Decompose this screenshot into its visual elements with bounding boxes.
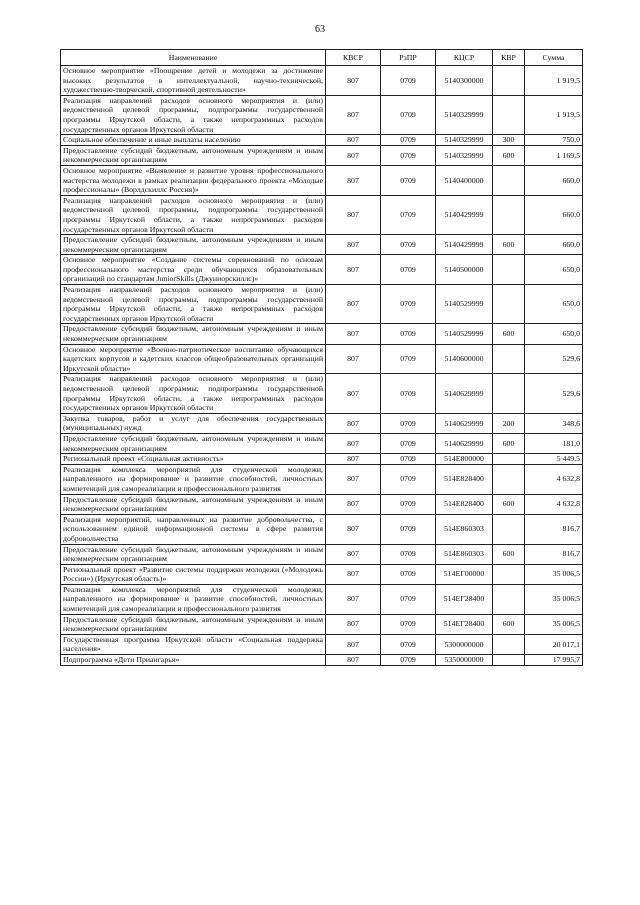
cell-name: Региональный проект «Социальная активность» [61, 454, 326, 465]
cell-rzpr: 0709 [381, 165, 436, 195]
budget-table [60, 49, 583, 666]
cell-kcsr: 5140600000 [436, 344, 493, 374]
table-row [61, 374, 583, 413]
table-row [61, 285, 583, 324]
cell-kvsr: 807 [326, 614, 381, 634]
table-header-row [61, 50, 583, 66]
cell-kvr: 200 [493, 413, 525, 433]
cell-kvsr: 807 [326, 255, 381, 285]
cell-rzpr: 0709 [381, 413, 436, 433]
cell-kvr: 600 [493, 494, 525, 514]
cell-name: Реализация направлений расходов основного мероприятия и (или) ведомственной целевой программы, подпрограммы государственной программы Иркутской области, а также непрограммных расходов государственных органов Иркутской области [61, 95, 326, 134]
cell-rzpr: 0709 [381, 145, 436, 165]
cell-kcsr: 5140329999 [436, 135, 493, 146]
cell-name: Предоставление субсидий бюджетным, автономным учреждениям и иным некоммерческим организациям [61, 433, 326, 453]
cell-name: Реализация мероприятий, направленных на развитие добровольчества, с использованием единой информационной системы в сфере развития добровольчества [61, 514, 326, 544]
cell-rzpr: 0709 [381, 344, 436, 374]
cell-kvsr: 807 [326, 564, 381, 584]
cell-rzpr: 0709 [381, 614, 436, 634]
cell-rzpr: 0709 [381, 544, 436, 564]
cell-name: Реализация направлений расходов основного мероприятия и (или) ведомственной целевой программы, подпрограммы государственной программы Иркутской области, а также непрограммных расходов государственных органов Иркутской области [61, 195, 326, 234]
cell-name: Социальное обеспечение и иные выплаты населению [61, 135, 326, 146]
cell-rzpr: 0709 [381, 324, 436, 344]
cell-sum: 1 169,5 [525, 145, 583, 165]
cell-kcsr: 5140529999 [436, 324, 493, 344]
table-row [61, 235, 583, 255]
cell-kvr: 600 [493, 544, 525, 564]
page-number: 63 [315, 24, 325, 35]
cell-kvr [493, 584, 525, 614]
cell-kvr [493, 514, 525, 544]
cell-kvsr: 807 [326, 135, 381, 146]
cell-rzpr: 0709 [381, 285, 436, 324]
cell-rzpr: 0709 [381, 584, 436, 614]
cell-kcsr: 5140500000 [436, 255, 493, 285]
cell-sum: 4 632,8 [525, 494, 583, 514]
cell-kvr: 600 [493, 614, 525, 634]
cell-kvr [493, 66, 525, 96]
cell-rzpr: 0709 [381, 454, 436, 465]
cell-kvr [493, 285, 525, 324]
cell-kcsr: 5350000000 [436, 655, 493, 666]
cell-kvsr: 807 [326, 494, 381, 514]
cell-sum: 650,0 [525, 324, 583, 344]
cell-name: Государственная программа Иркутской области «Социальная поддержка населения» [61, 634, 326, 654]
cell-sum: 660,0 [525, 165, 583, 195]
cell-kcsr: 514E860303 [436, 514, 493, 544]
table-row [61, 165, 583, 195]
cell-name: Основное мероприятие «Военно-патриотическое воспитание обучающихся кадетских корпусов и кадетских классов общеобразовательных организаций Иркутской области» [61, 344, 326, 374]
cell-kcsr: 514ЕГ00000 [436, 564, 493, 584]
cell-sum: 660,0 [525, 235, 583, 255]
cell-name: Реализация направлений расходов основного мероприятия и (или) ведомственной целевой программы, подпрограммы государственной программы Иркутской области, а также непрограммных расходов государственных органов Иркутской области [61, 285, 326, 324]
table-row [61, 634, 583, 654]
cell-kvsr: 807 [326, 235, 381, 255]
cell-rzpr: 0709 [381, 235, 436, 255]
cell-kvsr: 807 [326, 145, 381, 165]
cell-kvsr: 807 [326, 514, 381, 544]
cell-rzpr: 0709 [381, 655, 436, 666]
table-row [61, 255, 583, 285]
table-row [61, 344, 583, 374]
cell-sum: 750,0 [525, 135, 583, 146]
cell-kvr [493, 634, 525, 654]
cell-rzpr: 0709 [381, 433, 436, 453]
cell-rzpr: 0709 [381, 494, 436, 514]
cell-rzpr: 0709 [381, 634, 436, 654]
table-row [61, 494, 583, 514]
cell-kcsr: 5140629999 [436, 374, 493, 413]
table-row [61, 145, 583, 165]
cell-kvr [493, 95, 525, 134]
cell-kvsr: 807 [326, 324, 381, 344]
cell-kcsr: 514ЕГ28400 [436, 614, 493, 634]
cell-rzpr: 0709 [381, 195, 436, 234]
cell-kvsr: 807 [326, 95, 381, 134]
table-row [61, 454, 583, 465]
cell-sum: 17 995,7 [525, 655, 583, 666]
header-name: Наименование [61, 50, 326, 66]
cell-sum: 35 006,5 [525, 584, 583, 614]
table-row [61, 66, 583, 96]
cell-sum: 5 449,5 [525, 454, 583, 465]
cell-kvr: 600 [493, 324, 525, 344]
cell-name: Предоставление субсидий бюджетным, автономным учреждениям и иным некоммерческим организациям [61, 324, 326, 344]
cell-rzpr: 0709 [381, 514, 436, 544]
cell-kvr: 600 [493, 145, 525, 165]
cell-kcsr: 5140400000 [436, 165, 493, 195]
cell-kvr: 600 [493, 235, 525, 255]
cell-kcsr: 5140529999 [436, 285, 493, 324]
cell-name: Закупка товаров, работ и услуг для обеспечения государственных (муниципальных) нужд [61, 413, 326, 433]
cell-name: Предоставление субсидий бюджетным, автономным учреждениям и иным некоммерческим организациям [61, 614, 326, 634]
table-row [61, 464, 583, 494]
cell-kcsr: 5140300000 [436, 66, 493, 96]
cell-sum: 1 919,5 [525, 95, 583, 134]
cell-sum: 348,6 [525, 413, 583, 433]
cell-kcsr: 5140329999 [436, 95, 493, 134]
cell-kcsr: 5300000000 [436, 634, 493, 654]
cell-kcsr: 514E800000 [436, 454, 493, 465]
cell-sum: 1 919,5 [525, 66, 583, 96]
cell-kvr: 300 [493, 135, 525, 146]
cell-name: Основное мероприятие «Поощрение детей и молодежи за достижение высоких результатов в интеллектуальной, научно-технической, художественно-творческой, спортивной деятельности» [61, 66, 326, 96]
cell-kcsr: 514E828400 [436, 494, 493, 514]
cell-kcsr: 5140629999 [436, 433, 493, 453]
cell-kvr [493, 344, 525, 374]
header-sum: Сумма [525, 50, 583, 66]
cell-kvr [493, 564, 525, 584]
cell-kvr [493, 655, 525, 666]
cell-kvr [493, 165, 525, 195]
cell-name: Предоставление субсидий бюджетным, автономным учреждениям и иным некоммерческим организациям [61, 494, 326, 514]
cell-rzpr: 0709 [381, 66, 436, 96]
cell-sum: 181,0 [525, 433, 583, 453]
cell-name: Реализация комплекса мероприятий для студенческой молодежи, направленного на формирование и развитие способностей, личностных компетенций для самореализации и профессионального развития [61, 584, 326, 614]
cell-kvsr: 807 [326, 374, 381, 413]
cell-rzpr: 0709 [381, 564, 436, 584]
cell-name: Реализация комплекса мероприятий для студенческой молодежи, направленного на формирование и развитие способностей, личностных компетенций для самореализации и профессионального развития [61, 464, 326, 494]
cell-sum: 650,0 [525, 285, 583, 324]
cell-sum: 20 017,1 [525, 634, 583, 654]
cell-rzpr: 0709 [381, 374, 436, 413]
table-row [61, 135, 583, 146]
cell-sum: 4 632,8 [525, 464, 583, 494]
table-row [61, 564, 583, 584]
cell-name: Региональный проект «Развитие системы поддержки молодежи («Молодежь России») (Иркутская область)» [61, 564, 326, 584]
cell-kvsr: 807 [326, 454, 381, 465]
header-rzpr: РзПР [381, 50, 436, 66]
table-row [61, 584, 583, 614]
table-body [61, 66, 583, 666]
header-kvsr: КВСР [326, 50, 381, 66]
cell-name: Подпрограмма «Дети Приангарья» [61, 655, 326, 666]
cell-kvsr: 807 [326, 544, 381, 564]
cell-kvsr: 807 [326, 413, 381, 433]
cell-sum: 816,7 [525, 514, 583, 544]
cell-kcsr: 5140429999 [436, 195, 493, 234]
cell-kvr [493, 464, 525, 494]
cell-kvsr: 807 [326, 655, 381, 666]
cell-kvsr: 807 [326, 464, 381, 494]
cell-kcsr: 5140329999 [436, 145, 493, 165]
header-kcsr: КЦСР [436, 50, 493, 66]
cell-kvr [493, 195, 525, 234]
cell-kvsr: 807 [326, 344, 381, 374]
cell-name: Основное мероприятие «Выявление и развитие уровня профессионального мастерства молодежи в рамках реализации федерального проекта «Молодые профессионалы» (Ворлдскиллс Россия)» [61, 165, 326, 195]
table-row [61, 544, 583, 564]
cell-rzpr: 0709 [381, 135, 436, 146]
table-row [61, 514, 583, 544]
cell-sum: 35 006,5 [525, 564, 583, 584]
cell-sum: 660,0 [525, 195, 583, 234]
cell-name: Предоставление субсидий бюджетным, автономным учреждениям и иным некоммерческим организациям [61, 145, 326, 165]
cell-kvr: 600 [493, 433, 525, 453]
cell-name: Основное мероприятие «Создание системы соревнований по основам профессионального мастерства среди обучающихся образовательных организаций по стандартам JuniorSkills (Джуниорскиллс)» [61, 255, 326, 285]
cell-kcsr: 514E860303 [436, 544, 493, 564]
header-kvr: КВР [493, 50, 525, 66]
table-row [61, 195, 583, 234]
cell-kvsr: 807 [326, 66, 381, 96]
cell-sum: 529,6 [525, 374, 583, 413]
table-row [61, 655, 583, 666]
cell-kcsr: 5140629999 [436, 413, 493, 433]
cell-rzpr: 0709 [381, 464, 436, 494]
cell-name: Предоставление субсидий бюджетным, автономным учреждениям и иным некоммерческим организациям [61, 235, 326, 255]
cell-kvr [493, 374, 525, 413]
cell-kcsr: 514E828400 [436, 464, 493, 494]
cell-kcsr: 5140429999 [436, 235, 493, 255]
table-row [61, 614, 583, 634]
cell-kvsr: 807 [326, 165, 381, 195]
cell-rzpr: 0709 [381, 255, 436, 285]
table-row [61, 95, 583, 134]
cell-sum: 529,6 [525, 344, 583, 374]
cell-kvsr: 807 [326, 634, 381, 654]
cell-kvr [493, 454, 525, 465]
cell-name: Реализация направлений расходов основного мероприятия и (или) ведомственной целевой программы, подпрограммы государственной программы Иркутской области, а также непрограммных расходов государственных органов Иркутской области [61, 374, 326, 413]
table-row [61, 324, 583, 344]
cell-kvsr: 807 [326, 195, 381, 234]
cell-kvsr: 807 [326, 433, 381, 453]
cell-sum: 816,7 [525, 544, 583, 564]
cell-kvr [493, 255, 525, 285]
cell-rzpr: 0709 [381, 95, 436, 134]
cell-kvsr: 807 [326, 584, 381, 614]
cell-name: Предоставление субсидий бюджетным, автономным учреждениям и иным некоммерческим организациям [61, 544, 326, 564]
cell-sum: 650,0 [525, 255, 583, 285]
table-row [61, 413, 583, 433]
table-row [61, 433, 583, 453]
cell-kvsr: 807 [326, 285, 381, 324]
cell-sum: 35 006,5 [525, 614, 583, 634]
cell-kcsr: 514ЕГ28400 [436, 584, 493, 614]
